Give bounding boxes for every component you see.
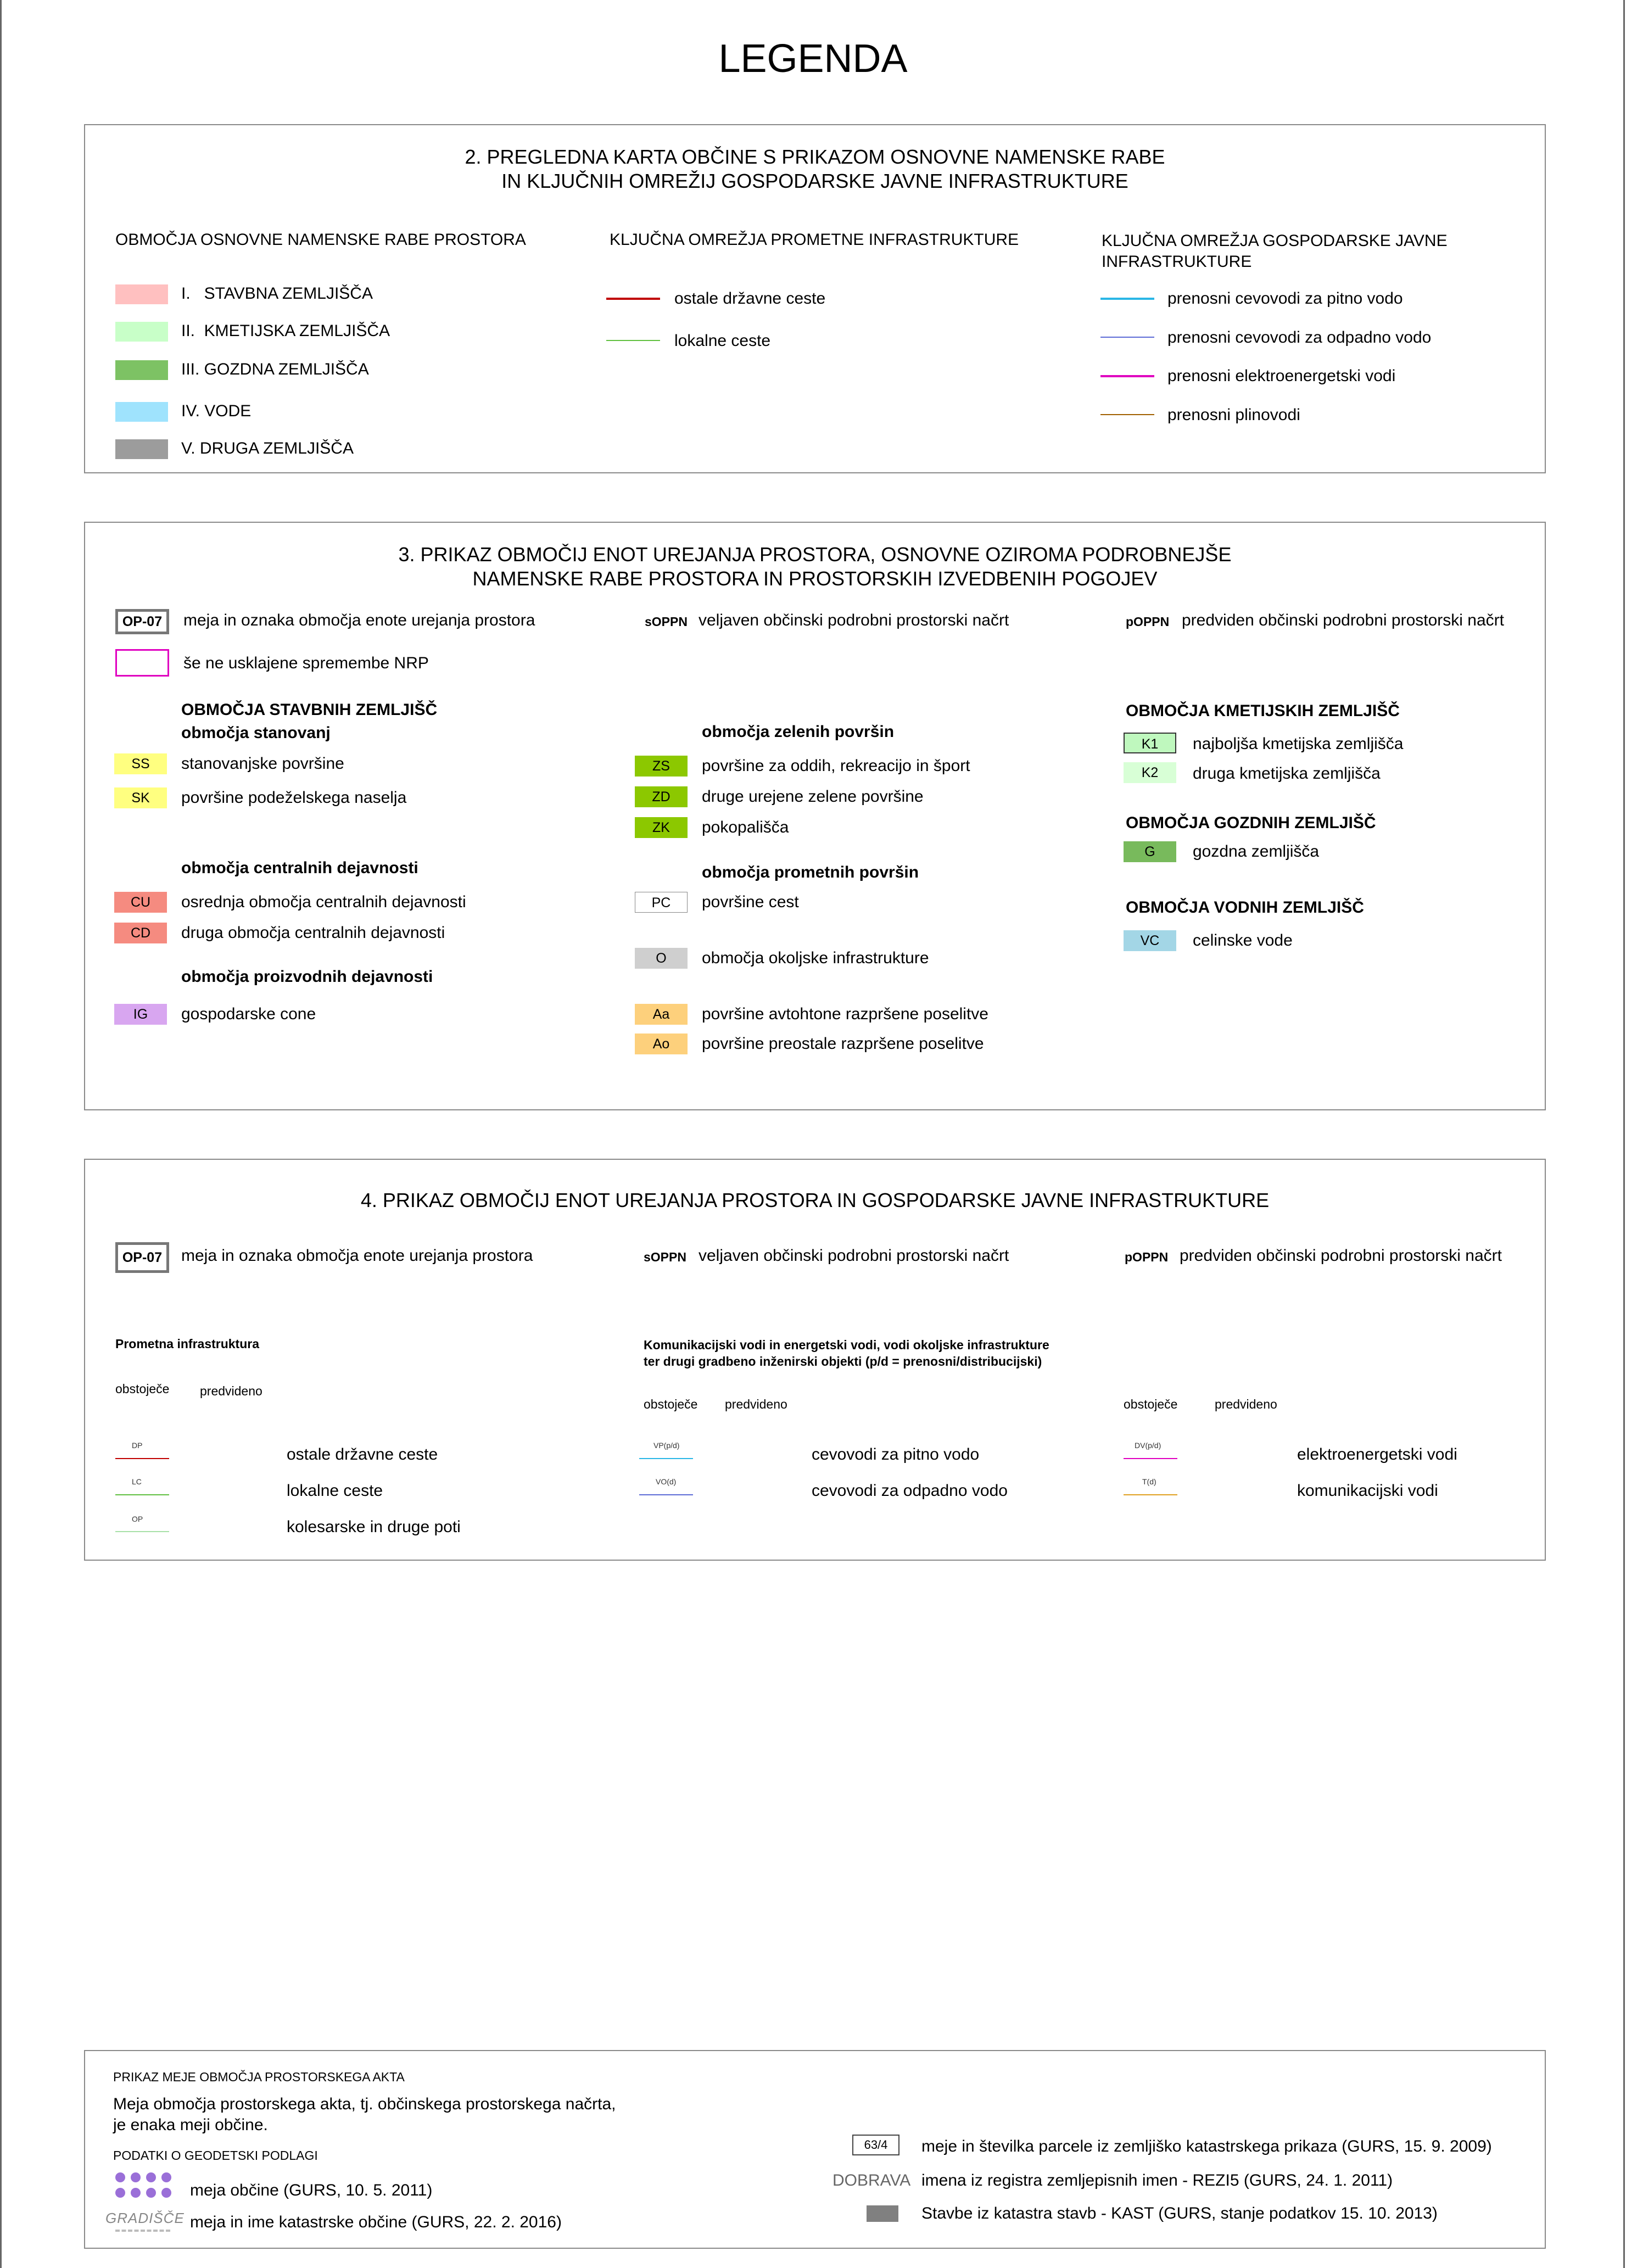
label-zs: površine za oddih, rekreacijo in šport: [702, 757, 970, 775]
label-ao: površine preostale razpršene poselitve: [702, 1035, 984, 1053]
label-dv: elektroenergetski vodi: [1297, 1445, 1457, 1463]
proizv-heading: območja proizvodnih dejavnosti: [181, 968, 433, 986]
label-ig: gospodarske cone: [181, 1005, 316, 1023]
swatch-druga: [115, 439, 168, 459]
code-zd: ZD: [635, 786, 688, 807]
central-heading: območja centralnih dejavnosti: [181, 859, 418, 877]
op-box-s4: OP-07: [115, 1242, 169, 1273]
label-pc: površine cest: [702, 893, 799, 911]
label-druga: V. DRUGA ZEMLJIŠČA: [181, 439, 354, 457]
code-vc: VC: [1124, 930, 1176, 951]
line-lokalne: [606, 340, 660, 341]
line-ostale-drzavne: [606, 298, 660, 300]
line-vp: [639, 1458, 693, 1459]
promet-infra-heading: Prometna infrastruktura: [115, 1337, 260, 1351]
code-vp: VP(p/d): [653, 1441, 680, 1450]
predvideno-3: predvideno: [1215, 1397, 1277, 1411]
nrp-label: še ne usklajene spremembe NRP: [183, 654, 429, 672]
line-dp: [115, 1458, 169, 1459]
line-lc: [115, 1494, 169, 1495]
page-title: LEGENDA: [718, 37, 908, 81]
op-label-s3: meja in oznaka območja enote urejanja prostora: [183, 611, 535, 629]
label-cd: druga območja centralnih dejavnosti: [181, 924, 445, 942]
line-odpadna: [1100, 337, 1154, 338]
nrp-box: [115, 649, 169, 677]
section-2-title: 2. PREGLEDNA KARTA OBČINE S PRIKAZOM OSNOVNE NAMENSKE RABE IN KLJUČNIH OMREŽIJ GOSPODARSKE JAVNE INFRASTRUKTURE: [465, 146, 1165, 192]
vod-heading: OBMOČJA VODNIH ZEMLJIŠČ: [1126, 898, 1364, 917]
swatch-vode: [115, 402, 168, 422]
obstojece-2: obstoječe: [644, 1397, 698, 1411]
code-k1: K1: [1124, 733, 1176, 753]
code-ig: IG: [114, 1004, 167, 1025]
code-dp: DP: [132, 1441, 143, 1450]
label-vode: IV. VODE: [181, 402, 252, 420]
s2-col1-heading: OBMOČJA OSNOVNE NAMENSKE RABE PROSTORA: [115, 231, 526, 249]
stavbe-label: Stavbe iz katastra stavb - KAST (GURS, stanje podatkov 15. 10. 2013): [921, 2204, 1438, 2222]
line-vo: [639, 1494, 693, 1495]
s2-col3-heading: KLJUČNA OMREŽJA GOSPODARSKE JAVNE INFRASTRUKTURE: [1102, 232, 1448, 271]
place-label: imena iz registra zemljepisnih imen - REZI5 (GURS, 24. 1. 2011): [921, 2171, 1393, 2189]
bottom-heading: PRIKAZ MEJE OBMOČJA PROSTORSKEGA AKTA: [113, 2070, 405, 2084]
gozd-heading: OBMOČJA GOZDNIH ZEMLJIŠČ: [1126, 814, 1376, 832]
code-zs: ZS: [635, 756, 688, 777]
label-sk: površine podeželskega naselja: [181, 789, 407, 807]
soppn-code-s4: sOPPN: [644, 1250, 686, 1264]
obstojece-1: obstoječe: [115, 1382, 170, 1396]
code-pc: PC: [635, 892, 688, 913]
promet-heading: območja prometnih površin: [702, 863, 919, 881]
line-t: [1124, 1494, 1177, 1495]
code-ss: SS: [114, 753, 167, 774]
label-lc: lokalne ceste: [287, 1482, 383, 1500]
label-o: območja okoljske infrastrukture: [702, 949, 929, 967]
label-lokalne: lokalne ceste: [674, 332, 771, 350]
kom-heading: Komunikacijski vodi in energetski vodi, vodi okoljske infrastrukture ter drugi gradbeno inženirski objekti (p/d = prenosni/distribucijski): [644, 1338, 1049, 1368]
code-g: G: [1124, 841, 1176, 862]
label-vo: cevovodi za odpadno vodo: [812, 1482, 1008, 1500]
label-k1: najboljša kmetijska zemljišča: [1193, 735, 1404, 753]
kmet-heading: OBMOČJA KMETIJSKIH ZEMLJIŠČ: [1126, 702, 1400, 720]
label-kmetijska: II. KMETIJSKA ZEMLJIŠČA: [181, 322, 390, 340]
section-4-title: 4. PRIKAZ OBMOČIJ ENOT UREJANJA PROSTORA IN GOSPODARSKE JAVNE INFRASTRUKTURE: [360, 1189, 1270, 1211]
page-left-border: [0, 0, 2, 2268]
code-aa: Aa: [635, 1004, 688, 1025]
parcel-box: 63/4: [852, 2135, 899, 2155]
s2-col2-heading: KLJUČNA OMREŽJA PROMETNE INFRASTRUKTURE: [610, 231, 1019, 249]
geo-heading: PODATKI O GEODETSKI PODLAGI: [113, 2148, 318, 2163]
poppn-label-s3: predviden občinski podrobni prostorski načrt: [1182, 611, 1504, 629]
code-vo: VO(d): [656, 1477, 677, 1486]
zelene-heading: območja zelenih površin: [702, 723, 895, 741]
code-cu: CU: [114, 892, 167, 913]
label-vc: celinske vode: [1193, 931, 1293, 949]
op-box-s3: OP-07: [115, 609, 169, 634]
label-elektro: prenosni elektroenergetski vodi: [1167, 367, 1396, 385]
obcina-label: meja občine (GURS, 10. 5. 2011): [190, 2181, 433, 2199]
code-k2: K2: [1124, 762, 1176, 783]
swatch-stavbna: [115, 284, 168, 304]
code-t: T(d): [1142, 1477, 1156, 1486]
code-cd: CD: [114, 923, 167, 943]
label-zk: pokopališča: [702, 818, 789, 836]
code-sk: SK: [114, 787, 167, 808]
obstojece-3: obstoječe: [1124, 1397, 1178, 1411]
swatch-kmetijska: [115, 322, 168, 342]
code-op: OP: [132, 1515, 143, 1523]
line-op: [115, 1531, 169, 1532]
label-cu: osrednja območja centralnih dejavnosti: [181, 893, 466, 911]
kataster-dash: [115, 2230, 170, 2232]
label-gozdna: III. GOZDNA ZEMLJIŠČA: [181, 360, 369, 378]
poppn-label-s4: predviden občinski podrobni prostorski načrt: [1180, 1247, 1502, 1265]
label-t: komunikacijski vodi: [1297, 1482, 1438, 1500]
code-ao: Ao: [635, 1034, 688, 1054]
label-ostale-drzavne: ostale državne ceste: [674, 289, 826, 308]
label-ss: stanovanjske površine: [181, 755, 344, 773]
line-plin: [1100, 414, 1154, 415]
label-plin: prenosni plinovodi: [1167, 406, 1300, 424]
soppn-label-s3: veljaven občinski podrobni prostorski načrt: [699, 611, 1009, 629]
code-o: O: [635, 948, 688, 969]
kataster-sample: GRADIŠČE: [105, 2210, 185, 2226]
stanovanj-heading: območja stanovanj: [181, 724, 331, 742]
line-pitna: [1100, 298, 1154, 300]
label-k2: druga kmetijska zemljišča: [1193, 764, 1381, 783]
label-g: gozdna zemljišča: [1193, 842, 1320, 861]
soppn-label-s4: veljaven občinski podrobni prostorski načrt: [699, 1247, 1009, 1265]
code-lc: LC: [132, 1477, 142, 1486]
poppn-code-s3: pOPPN: [1126, 615, 1170, 629]
predvideno-1: predvideno: [200, 1384, 262, 1398]
parcel-label: meje in številka parcele iz zemljiško katastrskega prikaza (GURS, 15. 9. 2009): [921, 2137, 1492, 2155]
line-elektro: [1100, 375, 1154, 377]
poppn-code-s4: pOPPN: [1125, 1250, 1169, 1264]
code-dv: DV(p/d): [1135, 1441, 1161, 1450]
label-pitna: prenosni cevovodi za pitno vodo: [1167, 289, 1403, 308]
line-dv: [1124, 1458, 1177, 1459]
kataster-label: meja in ime katastrske občine (GURS, 22. 2. 2016): [190, 2213, 562, 2231]
bottom-text: Meja območja prostorskega akta, tj. občinskega prostorskega načrta, je enaka meji občine.: [113, 2095, 616, 2134]
page-right-border: [1623, 0, 1625, 2268]
label-stavbna: I. STAVBNA ZEMLJIŠČA: [181, 284, 373, 303]
code-zk: ZK: [635, 817, 688, 838]
label-zd: druge urejene zelene površine: [702, 787, 924, 806]
section-3-title: 3. PRIKAZ OBMOČIJ ENOT UREJANJA PROSTORA, OSNOVNE OZIROMA PODROBNEJŠE NAMENSKE RABE PROSTORA IN PROSTORSKIH IZVEDBENIH POGOJEV: [398, 543, 1232, 590]
stavbe-swatch: [867, 2205, 898, 2222]
label-dp: ostale državne ceste: [287, 1445, 438, 1463]
label-aa: površine avtohtone razpršene poselitve: [702, 1005, 988, 1023]
stavbna-heading: OBMOČJA STAVBNIH ZEMLJIŠČ: [181, 701, 438, 719]
op-label-s4: meja in oznaka območja enote urejanja prostora: [181, 1247, 533, 1265]
swatch-gozdna: [115, 360, 168, 380]
label-op: kolesarske in druge poti: [287, 1518, 461, 1536]
label-odpadna: prenosni cevovodi za odpadno vodo: [1167, 328, 1432, 347]
place-sample: DOBRAVA: [832, 2171, 911, 2189]
soppn-code-s3: sOPPN: [645, 615, 688, 629]
predvideno-2: predvideno: [725, 1397, 787, 1411]
label-vp: cevovodi za pitno vodo: [812, 1445, 980, 1463]
